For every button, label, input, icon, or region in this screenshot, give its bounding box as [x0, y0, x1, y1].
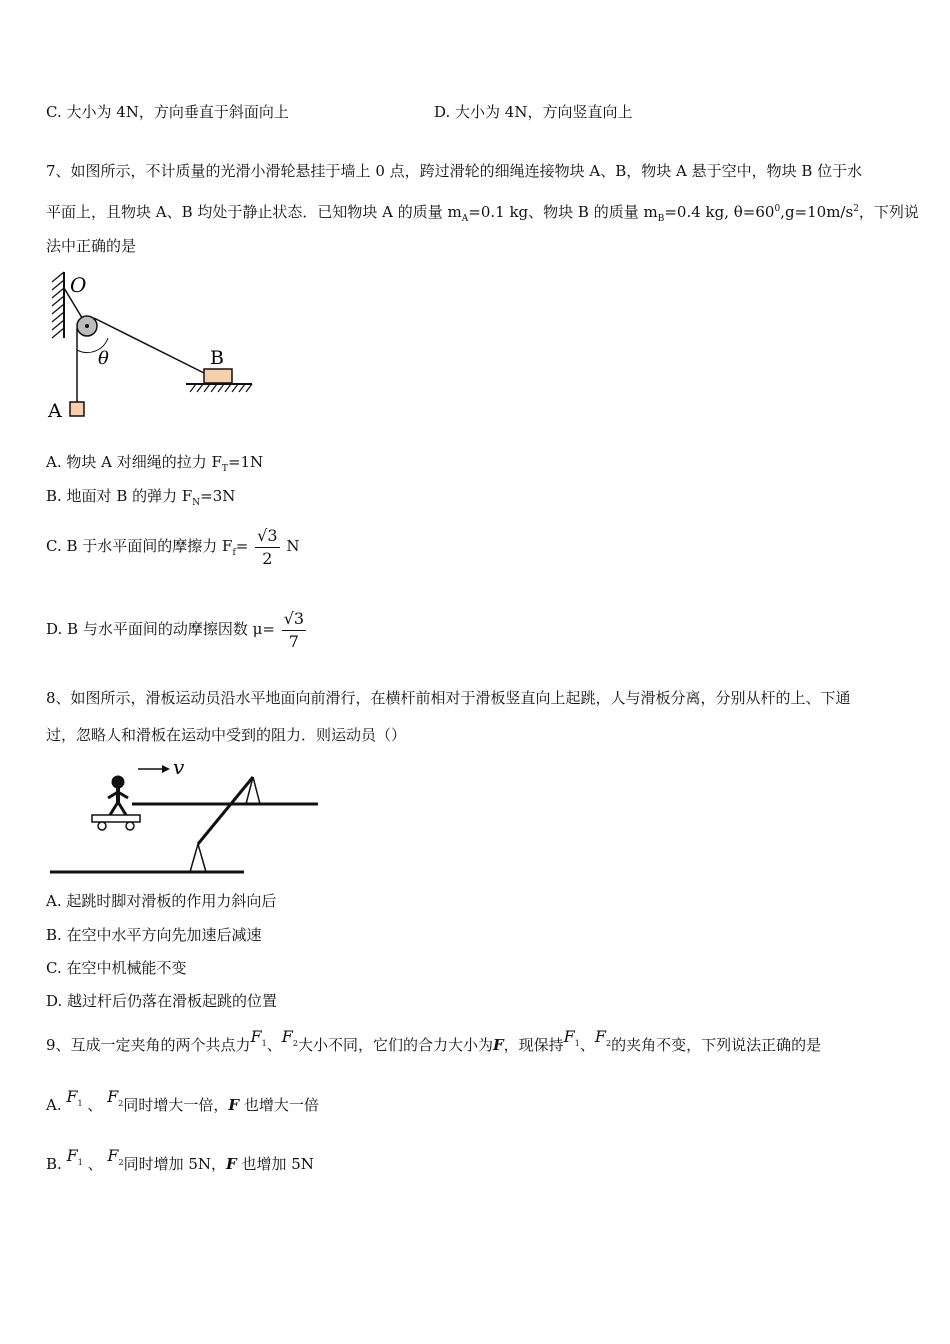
- q8-option-b: B. 在空中水平方向先加速后减速: [46, 926, 262, 944]
- q7-option-b: B. 地面对 B 的弹力 $F_N=3N$: [46, 487, 236, 508]
- label-b: B: [210, 347, 224, 369]
- q7-option-d: D. B 与水平面间的动摩擦因数 μ= $\frac{√3}{7}$: [46, 608, 305, 651]
- q8-stem-line2: 过，忽略人和滑板在运动中受到的阻力．则运动员（）: [46, 726, 407, 744]
- q8-stem-line1: 8、如图所示，滑板运动员沿水平地面向前滑行，在横杆前相对于滑板竖直向上起跳，人与滑板分离，分别从杆的上、下通: [46, 689, 851, 707]
- label-o: O: [70, 273, 87, 297]
- q9-stem: 9、互成一定夹角的两个共点力$F_1$、$F_2$大小不同，它们的合力大小为F，现保持$F_1$、$F_2$的夹角不变，下列说法正确的是: [46, 1027, 822, 1054]
- fraction-sqrt3-over-7: $\frac{√3}{7}$: [283, 608, 305, 651]
- q8-option-a: A. 起跳时脚对滑板的作用力斜向后: [46, 892, 277, 910]
- rope-to-b: [94, 318, 206, 374]
- q7-stem-line3: 法中正确的是: [46, 237, 137, 255]
- q7-stem-line2: 平面上，且物块 A、B 均处于静止状态．已知物块 A 的质量 $m_A=0.1$ kg、物块 B 的质量 $m_B=0.4$ kg, $\theta=60^0,g=10m/s^2$，下列说: [46, 203, 919, 224]
- q8-option-c: C. 在空中机械能不变: [46, 959, 187, 977]
- block-b: [204, 369, 232, 383]
- q7-stem-line1: 7、如图所示，不计质量的光滑小滑轮悬挂于墙上 0 点，跨过滑轮的细绳连接物块 A、B，物块 A 悬于空中，物块 B 位于水: [46, 162, 863, 180]
- q9-option-b: B. $F_1$ 、 $F_2$同时增加 5N，F 也增加 5N: [46, 1146, 314, 1173]
- skater: [108, 776, 128, 815]
- q7-option-a: A. 物块 A 对细绳的拉力 $F_T=1N$: [46, 453, 264, 474]
- q8-option-d: D. 越过杆后仍落在滑板起跳的位置: [46, 992, 278, 1010]
- label-theta: θ: [98, 348, 109, 369]
- label-a: A: [48, 400, 62, 422]
- q6-option-c: C. 大小为 4N，方向垂直于斜面向上: [46, 103, 289, 121]
- label-v: v: [173, 755, 185, 779]
- q7-option-c: C. B 于水平面间的摩擦力 $F_f=$ $\frac{√3}{2}$ N: [46, 525, 300, 568]
- block-a: [70, 402, 84, 416]
- q8-skateboard-figure: [48, 752, 324, 878]
- q9-option-a: A. $F_1$ 、 $F_2$同时增大一倍，F 也增大一倍: [46, 1087, 319, 1114]
- q7-pulley-figure: [44, 268, 264, 426]
- q6-option-d: D. 大小为 4N，方向竖直向上: [434, 103, 633, 121]
- skateboard: [92, 815, 140, 822]
- fraction-sqrt3-over-2: $\frac{√3}{2}$: [257, 525, 278, 568]
